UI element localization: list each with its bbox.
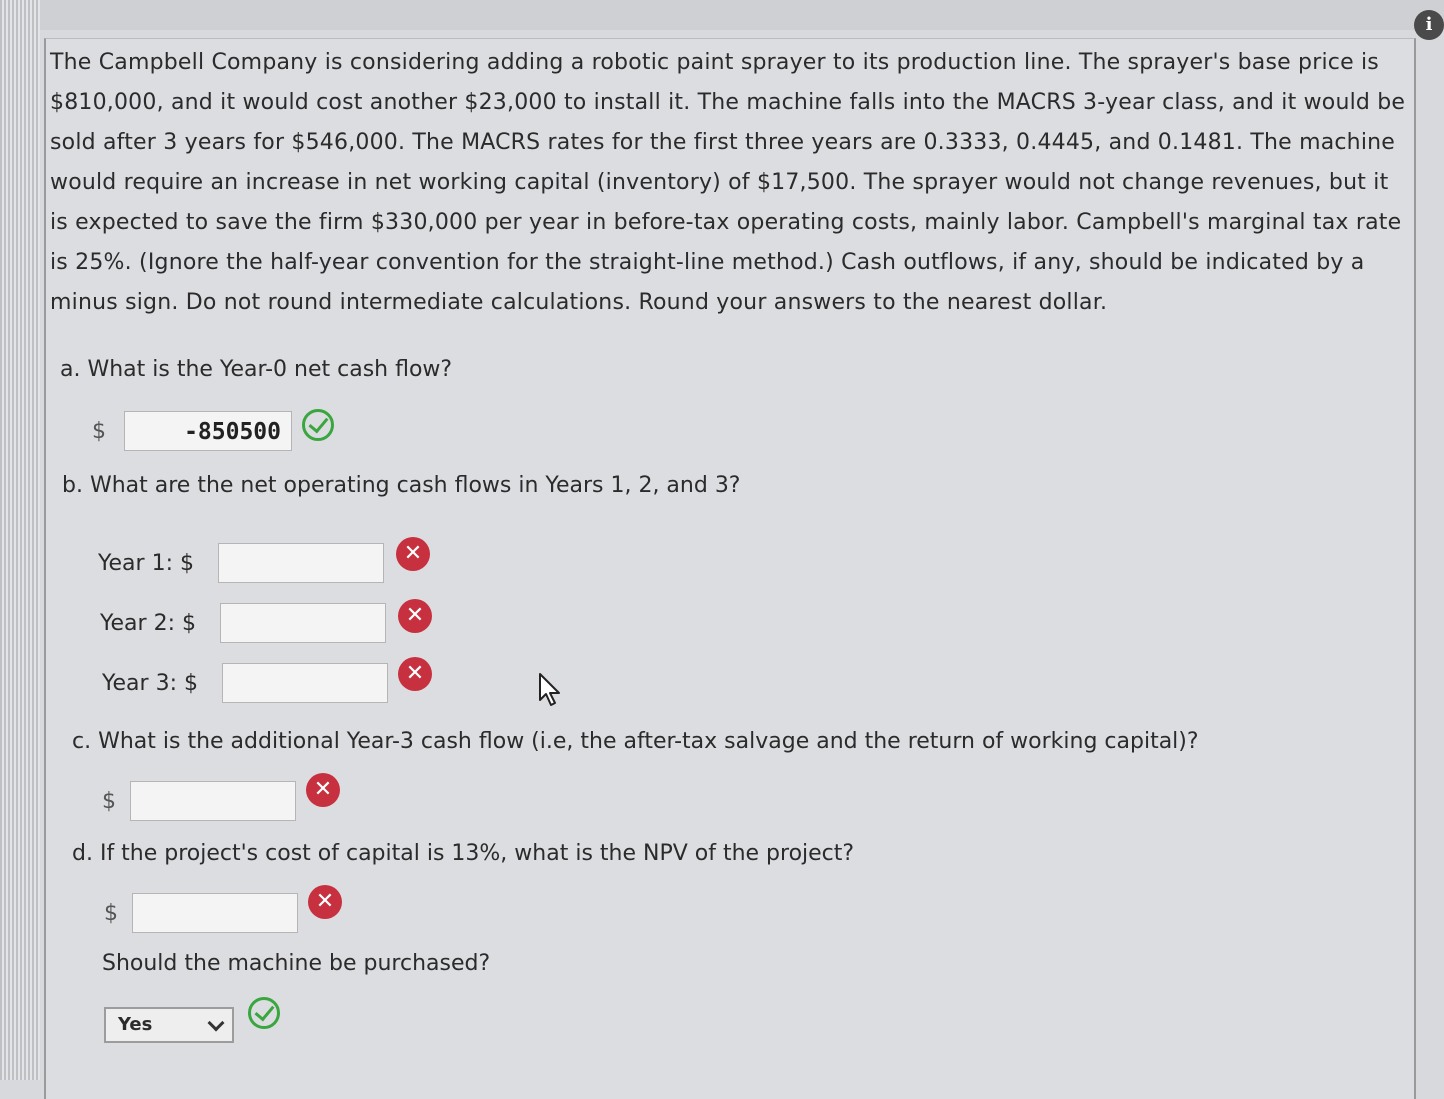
chevron-down-icon [208, 1015, 225, 1032]
purchase-question: Should the machine be purchased? [102, 951, 491, 976]
part-d-dollar: $ [104, 901, 118, 926]
x-icon: ✕ [398, 599, 432, 633]
part-a-question: a. What is the Year-0 net cash flow? [60, 357, 453, 382]
part-b-question: b. What are the net operating cash flows in Years 1, 2, and 3? [62, 473, 741, 498]
x-icon: ✕ [398, 657, 432, 691]
purchase-select-value: Yes [118, 1014, 153, 1035]
year-3-label: Year 3: $ [102, 671, 198, 696]
x-icon: ✕ [396, 537, 430, 571]
year-1-label: Year 1: $ [98, 551, 194, 576]
info-icon[interactable]: i [1414, 10, 1444, 40]
check-icon [302, 409, 334, 441]
year-2-label: Year 2: $ [100, 611, 196, 636]
part-a-dollar: $ [92, 419, 106, 444]
purchase-select[interactable] [104, 1007, 234, 1043]
part-d-input[interactable] [132, 893, 298, 933]
part-c-input[interactable] [130, 781, 296, 821]
question-panel [44, 38, 1416, 1099]
part-a-input[interactable]: -850500 [124, 411, 292, 451]
year-3-input[interactable] [222, 663, 388, 703]
part-c-dollar: $ [102, 789, 116, 814]
check-icon [248, 997, 280, 1029]
x-icon: ✕ [306, 773, 340, 807]
cursor-icon [538, 672, 564, 708]
x-icon: ✕ [308, 885, 342, 919]
left-edge-strip [0, 0, 40, 1080]
year-1-input[interactable] [218, 543, 384, 583]
problem-statement: The Campbell Company is considering adding a robotic paint sprayer to its production line. The sprayer's base price is $810,000, and it would cost another $23,000 to install it. The machine falls into the MACRS 3-year class, and it would be sold after 3 years for $546,000. The MACRS rates for the first three years are 0.3333, 0.4445, and 0.1481. The machine would require an increase in net working capital (inventory) of $17,500. The sprayer would not change revenues, but it is expected to save the firm $330,000 per year in before-tax operating costs, mainly labor. Campbell's marginal tax rate is 25%. (Ignore the half-year convention for the straight-line method.) Cash outflows, if any, should be indicated by a minus sign. Do not round intermediate calculations. Round your answers to the nearest dollar. [50, 50, 1406, 315]
top-bar [0, 0, 1444, 30]
part-d-question: d. If the project's cost of capital is 13%, what is the NPV of the project? [72, 841, 855, 866]
year-2-input[interactable] [220, 603, 386, 643]
part-c-question: c. What is the additional Year-3 cash flow (i.e, the after-tax salvage and the return of working capital)? [72, 729, 1199, 754]
